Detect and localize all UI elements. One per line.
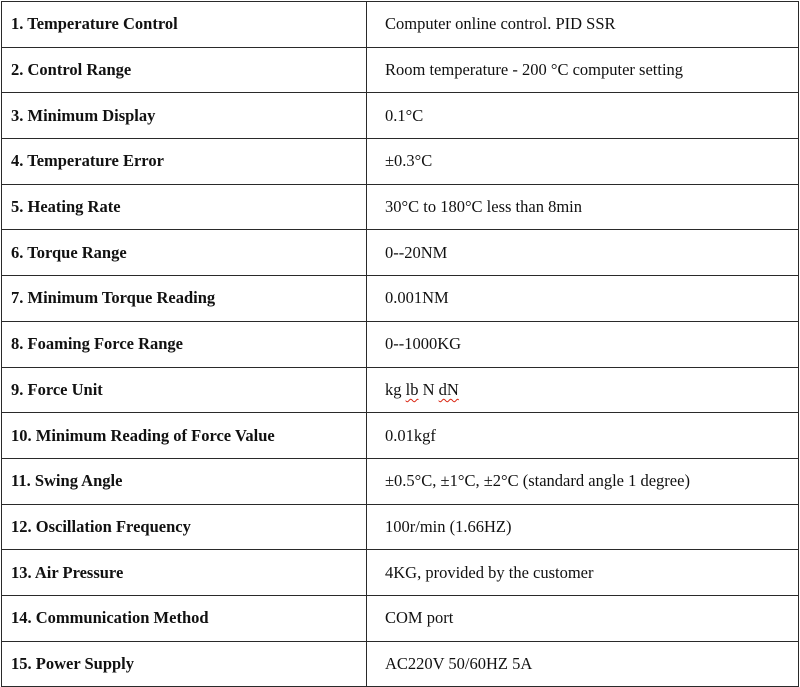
value-cell: 0--20NM [367, 230, 799, 276]
parameter-cell: 7. Minimum Torque Reading [2, 276, 367, 322]
table-row [2, 367, 799, 413]
value-cell: 4KG, provided by the customer [367, 550, 799, 596]
parameter-cell: 6. Torque Range [2, 230, 367, 276]
parameter-cell: 4. Temperature Error [2, 139, 367, 185]
parameter-cell: 12. Oscillation Frequency [2, 504, 367, 550]
value-cell: 0.1°C [367, 93, 799, 139]
parameter-cell: 13. Air Pressure [2, 550, 367, 596]
parameter-cell: 14. Communication Method [2, 595, 367, 641]
value-cell [367, 367, 799, 413]
value-cell: 0--1000KG [367, 321, 799, 367]
value-cell: 0.001NM [367, 276, 799, 322]
parameter-cell: 9. Force Unit [2, 367, 367, 413]
parameter-cell: 15. Power Supply [2, 641, 367, 687]
table-row [2, 184, 799, 230]
parameter-cell: 5. Heating Rate [2, 184, 367, 230]
table-row [2, 276, 799, 322]
table-row [2, 230, 799, 276]
force-unit-n: N [422, 379, 435, 399]
value-cell: COM port [367, 595, 799, 641]
table-row [2, 413, 799, 459]
value-cell: 100r/min (1.66HZ) [367, 504, 799, 550]
parameter-cell: 3. Minimum Display [2, 93, 367, 139]
table-row [2, 458, 799, 504]
table-row [2, 93, 799, 139]
table-row [2, 139, 799, 185]
value-cell: Computer online control. PID SSR [367, 2, 799, 48]
specification-table [1, 1, 799, 687]
parameter-cell: 10. Minimum Reading of Force Value [2, 413, 367, 459]
table-row [2, 550, 799, 596]
table-row [2, 504, 799, 550]
force-unit-dn: dN [438, 379, 459, 399]
parameter-cell: 1. Temperature Control [2, 2, 367, 48]
table-row [2, 2, 799, 48]
value-cell: ±0.5°C, ±1°C, ±2°C (standard angle 1 degree) [367, 458, 799, 504]
parameter-cell: 2. Control Range [2, 47, 367, 93]
force-unit-kg: kg [385, 379, 402, 399]
table-row [2, 595, 799, 641]
table-row [2, 641, 799, 687]
value-cell: AC220V 50/60HZ 5A [367, 641, 799, 687]
value-cell: 0.01kgf [367, 413, 799, 459]
table-row [2, 47, 799, 93]
parameter-cell: 8. Foaming Force Range [2, 321, 367, 367]
value-cell: ±0.3°C [367, 139, 799, 185]
value-cell: 30°C to 180°C less than 8min [367, 184, 799, 230]
table-row [2, 321, 799, 367]
force-unit-lb: lb [405, 379, 419, 399]
value-cell: Room temperature - 200 °C computer setting [367, 47, 799, 93]
parameter-cell: 11. Swing Angle [2, 458, 367, 504]
